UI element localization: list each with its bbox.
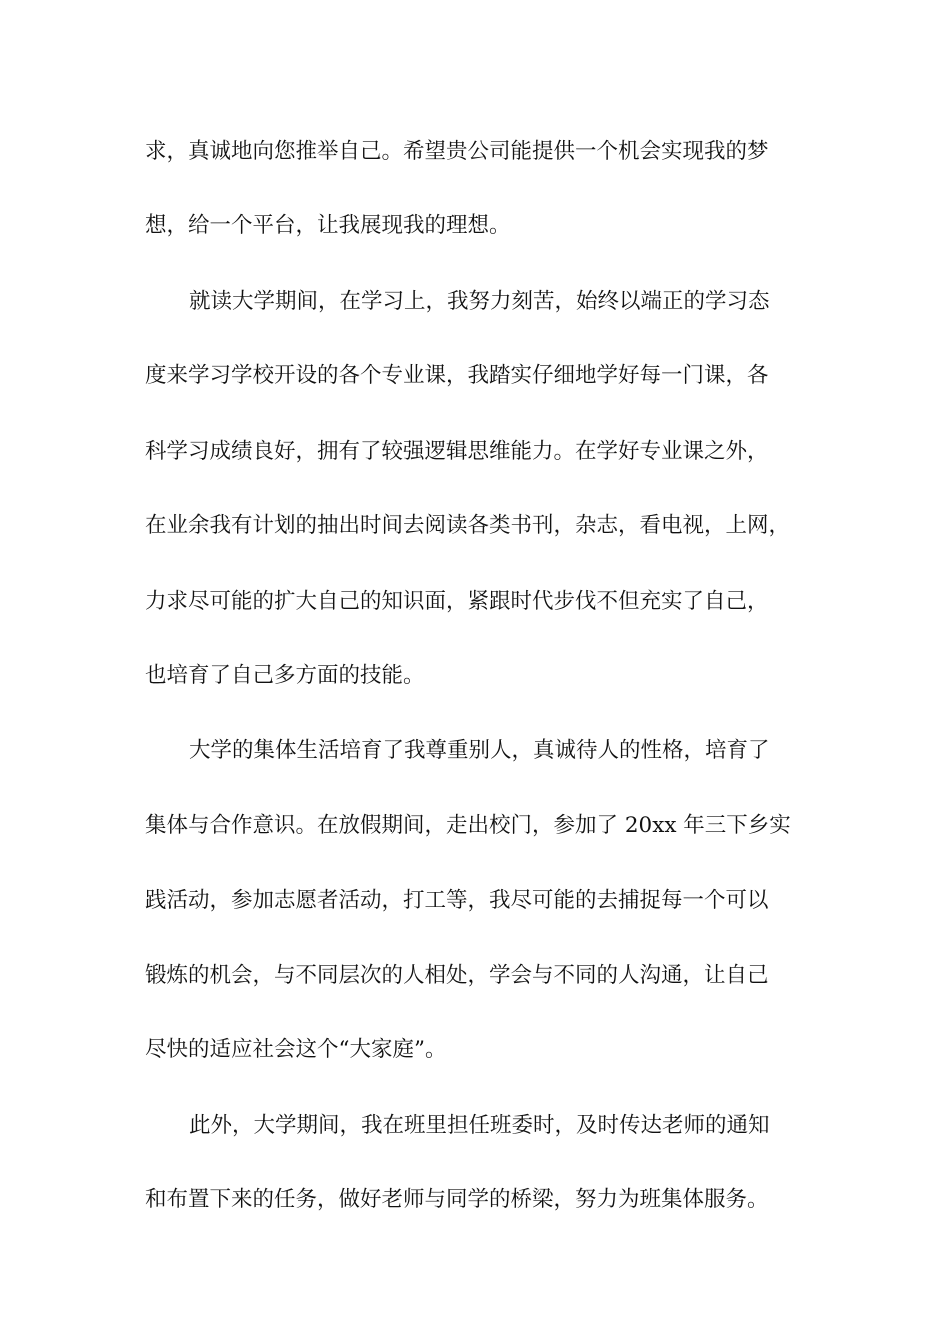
- paragraph-start: 大学的集体生活培育了我尊重别人，真诚待人的性格，培育了: [189, 738, 770, 763]
- text-line: 践活动，参加志愿者活动，打工等，我尽可能的去捕捉每一个可以: [145, 888, 769, 913]
- paragraph-start: 就读大学期间，在学习上，我努力刻苦，始终以端正的学习态: [189, 289, 770, 314]
- text-line: 力求尽可能的扩大自己的知识面，紧跟时代步伐不但充实了自己，: [145, 589, 769, 614]
- text-line: 度来学习学校开设的各个专业课，我踏实仔细地学好每一门课，各: [145, 363, 769, 388]
- text-line: 科学习成绩良好，拥有了较强逻辑思维能力。在学好专业课之外，: [145, 439, 769, 464]
- paragraph-start: 此外，大学期间，我在班里担任班委时，及时传达老师的通知: [189, 1113, 770, 1138]
- text-line: 在业余我有计划的抽出时间去阅读各类书刊，杂志，看电视，上网，: [145, 513, 791, 538]
- text-line: 想，给一个平台，让我展现我的理想。: [145, 213, 511, 238]
- text-line: 和布置下来的任务，做好老师与同学的桥梁，努力为班集体服务。: [145, 1187, 769, 1212]
- text-line: 尽快的适应社会这个“大家庭”。: [145, 1037, 447, 1062]
- text-line: 求，真诚地向您推举自己。希望贵公司能提供一个机会实现我的梦: [145, 139, 769, 164]
- text-line: 锻炼的机会，与不同层次的人相处，学会与不同的人沟通，让自己: [145, 963, 769, 988]
- text-line: 也培育了自己多方面的技能。: [145, 663, 425, 688]
- text-line: 集体与合作意识。在放假期间，走出校门，参加了 20xx 年三下乡实: [145, 813, 791, 838]
